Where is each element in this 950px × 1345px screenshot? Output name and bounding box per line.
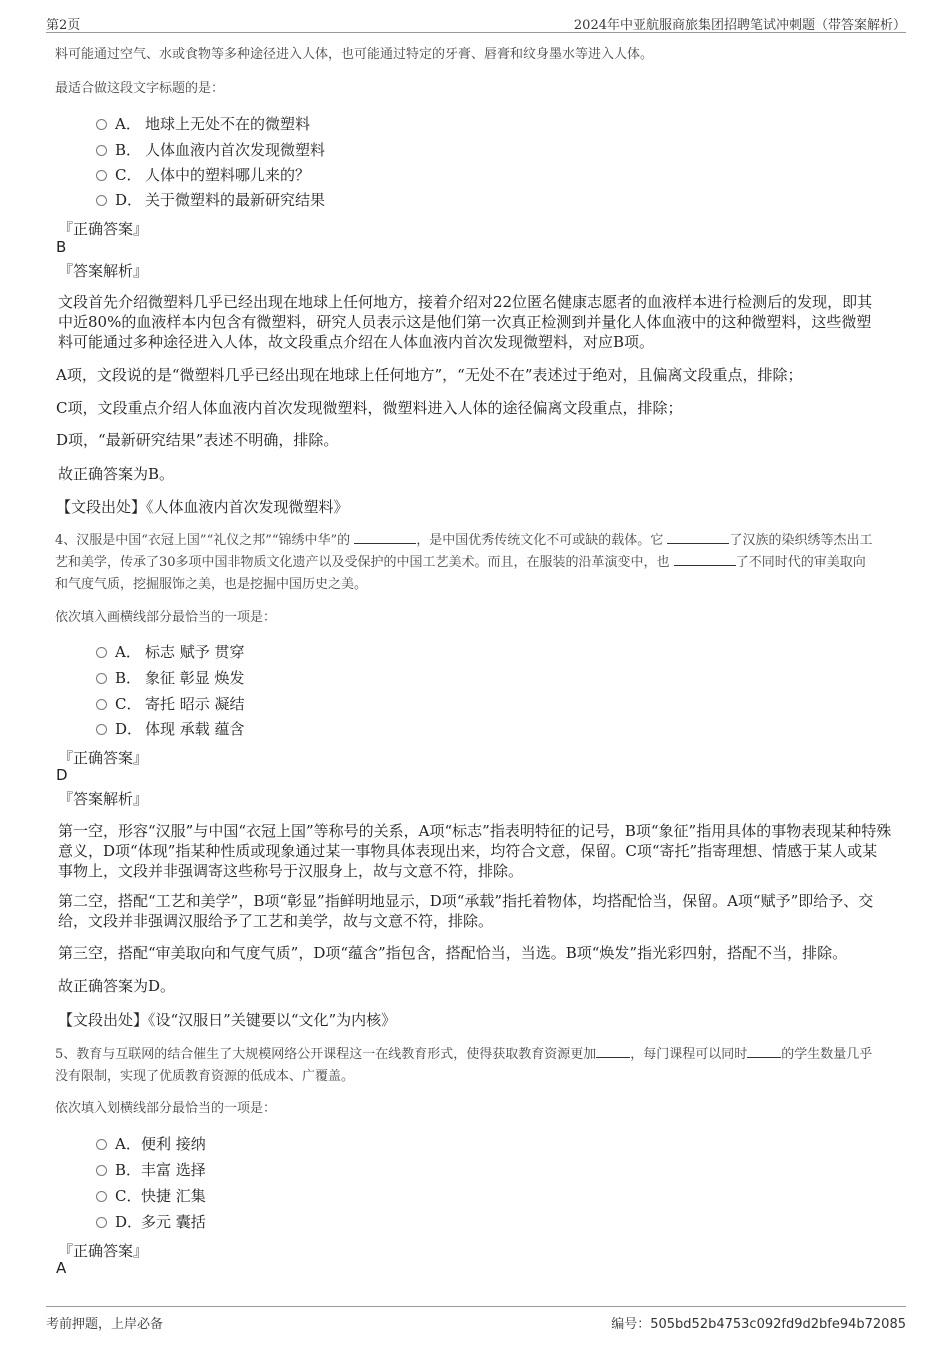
q5-option-b[interactable]: B．丰富 选择 xyxy=(96,1160,206,1180)
q5-stem: 5、教育与互联网的结合催生了大规模网络公开课程这一在线教育形式，使得获取教育资源更加 ，每门课程可以同时 的学生数量几乎 没有限制，实现了优质教育资源的低成本、广覆盖。 xyxy=(55,1047,873,1084)
q4-stem: 4、汉服是中国“衣冠上国”“礼仪之邦”“锦绣中华”的 ，是中国优秀传统文化不可或缺的载体。它 了汉族的染织绣等杰出工 艺和美学，传承了30多项中国非物质文化遗产以及受保护的中国工艺美术。而且，在服装的沿革演变中，也 了不同时代的审美取向 和气度气质，挖掘服饰之美，也是挖掘中国历史之美。 xyxy=(55,533,873,592)
analysis-item-d: D项，“最新研究结果”表述不明确，排除。 xyxy=(56,431,339,449)
q4-option-c[interactable]: C． 寄托 昭示 凝结 xyxy=(96,694,245,714)
answer-label: 『正确答案』 xyxy=(58,220,149,238)
q5-option-d[interactable]: D．多元 囊括 xyxy=(96,1212,206,1232)
radio-icon[interactable] xyxy=(96,1217,107,1228)
answer-value: B xyxy=(56,238,67,256)
conclusion: 故正确答案为D。 xyxy=(58,977,176,995)
radio-icon[interactable] xyxy=(96,699,107,710)
radio-icon[interactable] xyxy=(96,673,107,684)
blank-line xyxy=(596,1045,630,1058)
answer-value: D xyxy=(56,766,68,784)
q3-option-d[interactable]: D． 关于微塑料的最新研究结果 xyxy=(96,190,325,210)
passage-continuation: 料可能通过空气、水或食物等多种途径进入人体，也可能通过特定的牙膏、唇膏和纹身墨水等进入人体。 xyxy=(55,47,654,62)
radio-icon[interactable] xyxy=(96,647,107,658)
question-prompt: 依次填入划横线部分最恰当的一项是： xyxy=(55,1101,277,1116)
conclusion: 故正确答案为B。 xyxy=(58,465,175,483)
answer-value: A xyxy=(56,1259,67,1277)
radio-icon[interactable] xyxy=(96,170,107,181)
q5-option-a[interactable]: A．便利 接纳 xyxy=(96,1134,206,1154)
document-title: 2024年中亚航服商旅集团招聘笔试冲刺题（带答案解析） xyxy=(573,18,906,33)
radio-icon[interactable] xyxy=(96,1165,107,1176)
q4-option-d[interactable]: D． 体现 承载 蕴含 xyxy=(96,719,245,739)
radio-icon[interactable] xyxy=(96,724,107,735)
answer-label: 『正确答案』 xyxy=(58,749,149,767)
q3-option-a[interactable]: A． 地球上无处不在的微塑料 xyxy=(96,114,310,134)
answer-label: 『正确答案』 xyxy=(58,1242,149,1260)
q4-option-a[interactable]: A． 标志 赋予 贯穿 xyxy=(96,642,245,662)
analysis-paragraph: 第一空，形容“汉服”与中国“衣冠上国”等称号的关系，A项“标志”指表明特征的记号，B项“象征”指用具体的事物表现某种特殊 意义，D项“体现”指某种性质或现象通过某一事物具体表现出来，均符合文意，保留。C项“寄托”指寄理想、情感于某人或某 事物上，文段并非强调寄这些称号于汉服身上，故与文意不符，排除。 xyxy=(58,822,892,880)
analysis-paragraph: 第二空，搭配“工艺和美学”，B项“彰显”指鲜明地显示，D项“承载”指托着物体，均搭配恰当，保留。A项“赋予”即给予、交 给，文段并非强调汉服给予了工艺和美学，故与文意不符，排除。 xyxy=(58,892,874,930)
question-prompt: 最适合做这段文字标题的是： xyxy=(55,81,225,96)
footer-slogan: 考前押题，上岸必备 xyxy=(46,1317,164,1332)
q3-option-b[interactable]: B． 人体血液内首次发现微塑料 xyxy=(96,140,325,160)
analysis-label: 『答案解析』 xyxy=(58,790,149,808)
source: 【文段出处】《设“汉服日”关键要以“文化”为内核》 xyxy=(58,1011,397,1029)
analysis-paragraph: 文段首先介绍微塑料几乎已经出现在地球上任何地方，接着介绍对22位匿名健康志愿者的血液样本进行检测后的发现，即其 中近80%的血液样本内包含有微塑料，研究人员表示这是他们第一次真正检测到并量化人体血液中的这种微塑料，这些微塑 料可能通过多种途径进入人体，故文段重点介绍在人体血液内首次发现微塑料，对应B项。 xyxy=(58,293,873,351)
analysis-item-a: A项，文段说的是“微塑料几乎已经出现在地球上任何地方”，“无处不在”表述过于绝对，且偏离文段重点，排除； xyxy=(56,366,803,384)
blank-line xyxy=(667,531,729,544)
blank-line xyxy=(747,1045,781,1058)
radio-icon[interactable] xyxy=(96,1139,107,1150)
analysis-label: 『答案解析』 xyxy=(58,262,149,280)
page-header xyxy=(46,12,906,33)
radio-icon[interactable] xyxy=(96,1191,107,1202)
blank-line xyxy=(674,553,736,566)
q5-option-c[interactable]: C．快捷 汇集 xyxy=(96,1186,206,1206)
question-prompt: 依次填入画横线部分最恰当的一项是： xyxy=(55,610,277,625)
radio-icon[interactable] xyxy=(96,145,107,156)
q3-option-c[interactable]: C． 人体中的塑料哪儿来的？ xyxy=(96,165,310,185)
source: 【文段出处】《人体血液内首次发现微塑料》 xyxy=(56,498,349,516)
document-code: 编号：505bd52b4753c092fd9d2bfe94b72085 xyxy=(611,1317,906,1332)
analysis-paragraph: 第三空，搭配“审美取向和气度气质”，D项“蕴含”指包含，搭配恰当，当选。B项“焕发”指光彩四射，搭配不当，排除。 xyxy=(58,944,848,962)
analysis-item-c: C项，文段重点介绍人体血液内首次发现微塑料，微塑料进入人体的途径偏离文段重点，排除； xyxy=(56,399,683,417)
page-number: 第2页 xyxy=(46,18,81,33)
q4-option-b[interactable]: B． 象征 彰显 焕发 xyxy=(96,668,245,688)
radio-icon[interactable] xyxy=(96,195,107,206)
radio-icon[interactable] xyxy=(96,119,107,130)
blank-line xyxy=(354,531,416,544)
page-footer xyxy=(46,1306,906,1332)
